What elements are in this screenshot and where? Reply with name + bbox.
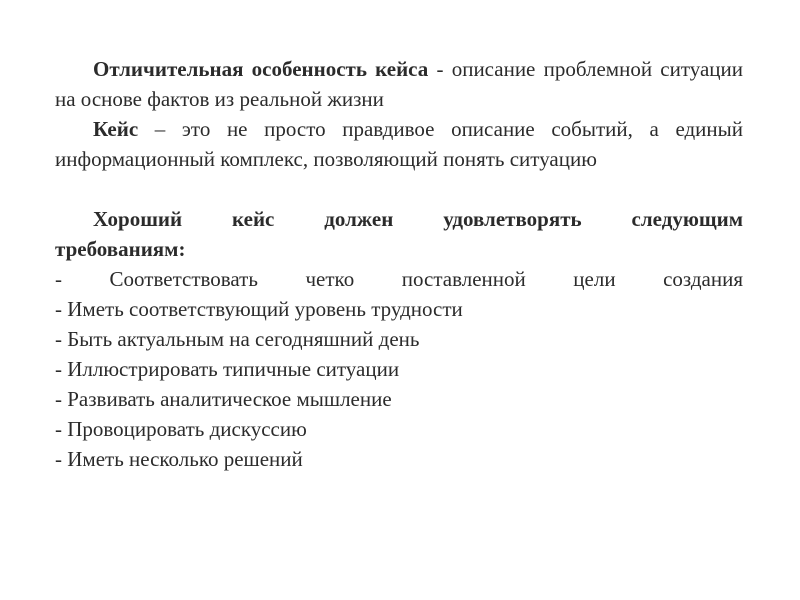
slide-text-body — [55, 54, 743, 474]
requirement-item-6: - Провоцировать дискуссию — [55, 417, 307, 441]
definition-separator: - — [428, 57, 452, 81]
requirement-item-3: - Быть актуальным на сегодняшний день — [55, 327, 420, 351]
case-term: Кейс — [93, 117, 139, 141]
requirement-item-4: - Иллюстрировать типичные ситуации — [55, 357, 400, 381]
case-definition-text: – это не просто правдивое описание событий, а единый информационный комплекс, позволяющий понять ситуацию — [55, 117, 743, 171]
case-definition-paragraph — [55, 114, 743, 174]
requirement-item-7: - Иметь несколько решений — [55, 447, 303, 471]
requirements-heading-line1: Хороший кейс должен удовлетворять следующим — [93, 207, 743, 231]
requirement-item-1: - Соответствовать четко поставленной цели создания — [55, 267, 743, 291]
requirement-item-2: - Иметь соответствующий уровень трудности — [55, 297, 463, 321]
requirement-item-5: - Развивать аналитическое мышление — [55, 387, 392, 411]
definition-term: Отличительная особенность кейса — [93, 57, 429, 81]
definition-text: описание проблемной ситуации на основе фактов из реальной жизни — [55, 57, 743, 111]
definition-paragraph — [55, 54, 743, 114]
paragraph-spacer — [55, 174, 743, 204]
requirements-heading-line2: требованиям: — [55, 237, 186, 261]
